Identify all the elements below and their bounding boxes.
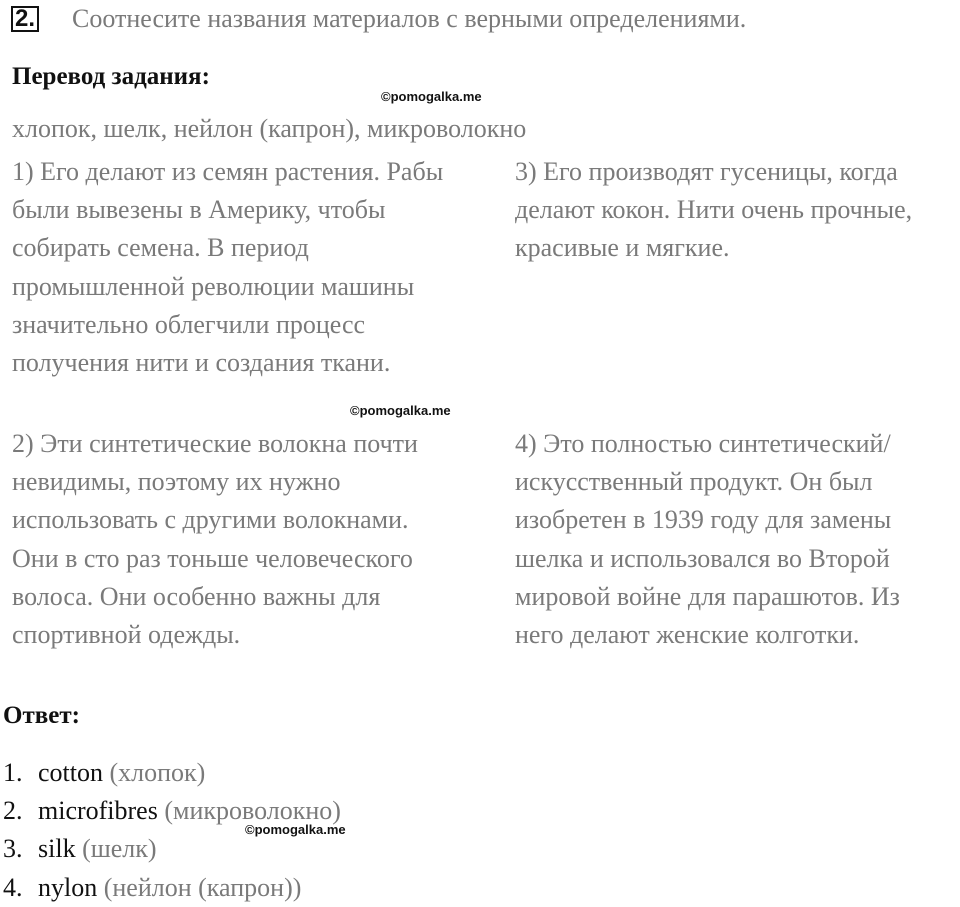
definition-line: были вывезены в Америку, чтобы: [12, 195, 386, 225]
definition-line: промышленной революции машины: [12, 271, 415, 301]
definition-line: мировой войне для парашютов. Из: [515, 581, 900, 611]
definition-line: спортивной одежды.: [12, 620, 241, 650]
watermark: ©pomogalka.me: [381, 89, 482, 104]
definition-line: 3) Его производят гусеницы, когда: [515, 157, 898, 186]
definition-line: волоса. Они особенно важны для: [12, 581, 381, 611]
task-number: 2.: [11, 6, 39, 32]
answer-number: 4.: [3, 872, 23, 902]
answer-number: 3.: [3, 834, 23, 864]
answer-number: 1.: [3, 758, 23, 787]
definition-line: изобретен в 1939 году для замены: [515, 505, 892, 535]
definition-line: невидимы, поэтому их нужно: [12, 467, 341, 497]
definition-line: Они в сто раз тоньше человеческого: [12, 543, 413, 573]
answer-russian: (микроволокно): [164, 796, 341, 826]
definition-2: [12, 425, 418, 654]
definition-line: 1) Его делают из семян растения. Рабы: [12, 157, 444, 186]
definition-line: искусственный продукт. Он был: [515, 467, 873, 497]
translation-heading: Перевод задания:: [12, 63, 210, 90]
watermark: ©pomogalka.me: [350, 403, 451, 418]
definition-line: 2) Эти синтетические волокна почти: [12, 429, 418, 458]
definition-line: шелка и использовался во Второй: [515, 543, 890, 573]
answer-english: silk: [38, 834, 76, 864]
definition-line: 4) Это полностью синтетический/: [515, 429, 891, 458]
definition-line: использовать с другими волокнами.: [12, 505, 409, 535]
watermark: ©pomogalka.me: [245, 822, 346, 837]
answer-english: nylon: [38, 872, 98, 902]
answer-russian: (нейлон (капрон)): [103, 872, 302, 902]
word-list: хлопок, шелк, нейлон (капрон), микроволокно: [12, 114, 527, 143]
answer-item: [3, 754, 341, 792]
answer-item: [3, 869, 341, 907]
definition-3: [515, 153, 912, 268]
definition-4: [515, 425, 900, 654]
answer-russian: (шелк): [82, 834, 157, 864]
definition-1: [12, 153, 443, 382]
task-instruction: Соотнесите названия материалов с верными определениями.: [72, 4, 747, 33]
definition-line: красивые и мягкие.: [515, 233, 730, 263]
answer-heading: Ответ:: [3, 702, 80, 729]
answer-russian: (хлопок): [109, 758, 206, 787]
definition-line: него делают женские колготки.: [515, 620, 860, 650]
answer-english: microfibres: [38, 796, 158, 826]
answer-number: 2.: [3, 796, 23, 826]
definition-line: значительно облегчили процесс: [12, 309, 366, 339]
definition-line: получения нити и создания ткани.: [12, 348, 391, 378]
answer-english: cotton: [38, 758, 103, 787]
definition-line: собирать семена. В период: [12, 233, 309, 263]
definition-line: делают кокон. Нити очень прочные,: [515, 195, 913, 225]
